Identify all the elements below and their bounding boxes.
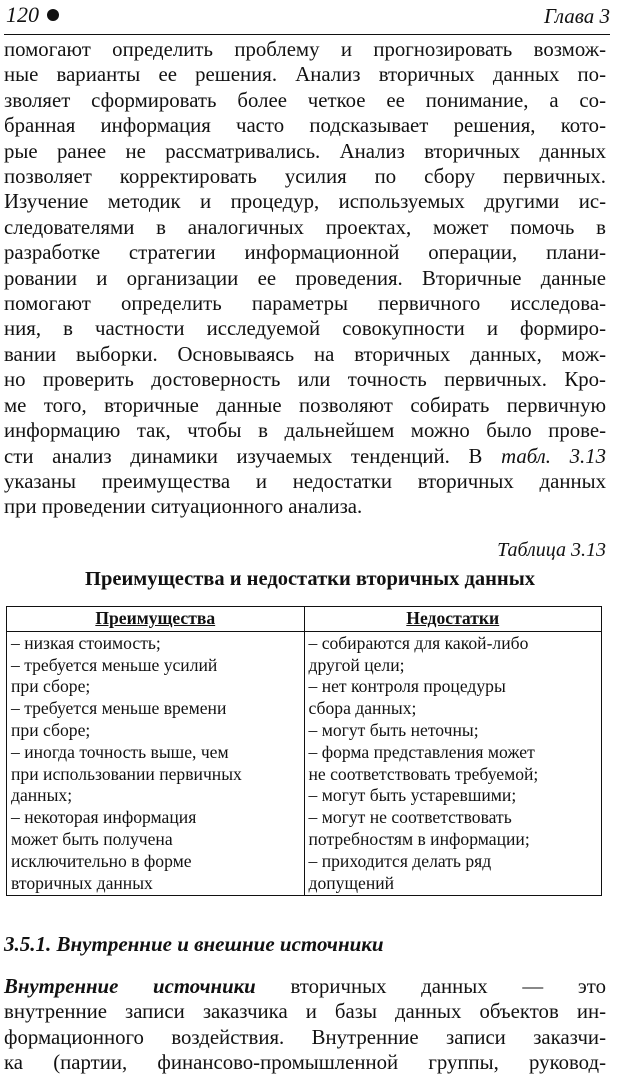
disadvantage-item: сбора данных; bbox=[308, 698, 417, 719]
advantage-item: – требуется меньше времени bbox=[11, 698, 227, 719]
page-number: 120 bbox=[6, 2, 59, 28]
disadvantage-item: потребностям в информации; bbox=[308, 828, 530, 849]
advantage-item: – низкая стоимость; bbox=[11, 632, 161, 653]
disadvantage-item: другой цели; bbox=[308, 654, 405, 675]
body-paragraph-2 bbox=[4, 974, 606, 1076]
advantage-item: – некоторая информация bbox=[11, 807, 197, 828]
disadvantage-item: – нет контроля процедуры bbox=[308, 676, 506, 697]
paragraph-line: ные варианты ее решения. Анализ вторичных данных по- bbox=[4, 63, 606, 87]
advantage-item: – иногда точность выше, чем bbox=[11, 741, 229, 762]
advantages-cell bbox=[7, 631, 305, 896]
advantage-item: – требуется меньше усилий bbox=[11, 654, 218, 675]
paragraph-line: рые ранее не рассматривались. Анализ вторичных данных bbox=[4, 139, 606, 163]
table-title: Преимущества и недостатки вторичных данных bbox=[85, 568, 535, 590]
advantage-item: может быть получена bbox=[11, 828, 173, 849]
paragraph-line: вании выборки. Основываясь на вторичных данных, мож- bbox=[4, 342, 606, 366]
paragraph-line: бранная информация часто подсказывает решения, кото- bbox=[4, 114, 606, 138]
body-paragraph-1 bbox=[4, 37, 606, 520]
paragraph-line: разработке стратегии информационной операции, плани- bbox=[4, 241, 606, 265]
disadvantage-item: не соответствовать требуемой; bbox=[308, 763, 539, 784]
disadvantage-item: – могут не соответствовать bbox=[308, 807, 512, 828]
paragraph-line: при проведении ситуационного анализа. bbox=[4, 495, 363, 519]
disadvantage-item: – форма представления может bbox=[308, 741, 535, 762]
paragraph-line: внутренние записи заказчика и базы данных объектов ин- bbox=[4, 1000, 606, 1024]
disadvantage-item: – могут быть устаревшими; bbox=[308, 785, 517, 806]
paragraph-line: ме того, вторичные данные позволяют собирать первичную bbox=[4, 393, 606, 417]
paragraph-line: Изучение методик и процедур, используемых другими ис- bbox=[4, 190, 606, 214]
advantage-item: при сборе; bbox=[11, 719, 91, 740]
comparison-table bbox=[6, 606, 602, 896]
advantage-item: данных; bbox=[11, 785, 73, 806]
paragraph-line: ка (партии, финансово-промышленной группы, руковод- bbox=[4, 1051, 606, 1075]
table-header-disadvantages: Недостатки bbox=[304, 607, 602, 632]
disadvantage-item: – приходится делать ряд bbox=[308, 850, 492, 871]
disadvantage-item: – собираются для какой-либо bbox=[308, 632, 529, 653]
paragraph-line: но проверить достоверность или точность первичных. Кро- bbox=[4, 368, 606, 392]
advantage-item: исключительно в форме bbox=[11, 850, 192, 871]
paragraph-line: указаны преимущества и недостатки вторичных данных bbox=[4, 469, 606, 493]
paragraph-line: формационного воздействия. Внутренние записи заказчи- bbox=[4, 1025, 606, 1049]
paragraph-line: ния, в частности исследуемой совокупности и формиро- bbox=[4, 317, 606, 341]
disadvantage-item: – могут быть неточны; bbox=[308, 719, 479, 740]
paragraph-line: Внутренние источники вторичных данных — это bbox=[4, 975, 606, 998]
paragraph-line: помогают определить проблему и прогнозировать возмож- bbox=[4, 38, 606, 61]
paragraph-line: позволяет корректировать усилия по сбору первичных. bbox=[4, 165, 606, 189]
table-header-advantages: Преимущества bbox=[7, 607, 305, 632]
paragraph-line: следователями в аналогичных проектах, может помочь в bbox=[4, 215, 606, 239]
paragraph-line: зволяет сформировать более четкое ее понимание, а со- bbox=[4, 88, 606, 112]
running-header bbox=[4, 2, 610, 32]
bullet-icon bbox=[47, 9, 59, 21]
paragraph-line: помогают определить параметры первичного исследова- bbox=[4, 292, 606, 316]
paragraph-line: ровании и организации ее проведения. Вторичные данные bbox=[4, 266, 606, 290]
advantage-item: вторичных данных bbox=[11, 872, 153, 893]
header-rule bbox=[4, 34, 610, 35]
disadvantages-cell bbox=[304, 631, 602, 896]
paragraph-line: сти анализ динамики изучаемых тенденций. В табл. 3.13 bbox=[4, 444, 606, 468]
paragraph-line: информацию так, чтобы в дальнейшем можно было прове- bbox=[4, 419, 606, 443]
advantage-item: при использовании первичных bbox=[11, 763, 242, 784]
table-caption: Таблица 3.13 bbox=[497, 539, 606, 561]
section-heading: 3.5.1. Внутренние и внешние источники bbox=[4, 932, 384, 956]
advantage-item: при сборе; bbox=[11, 676, 91, 697]
disadvantage-item: допущений bbox=[308, 872, 395, 893]
table-reference: табл. 3.13 bbox=[501, 444, 606, 468]
chapter-label: Глава 3 bbox=[544, 4, 610, 28]
